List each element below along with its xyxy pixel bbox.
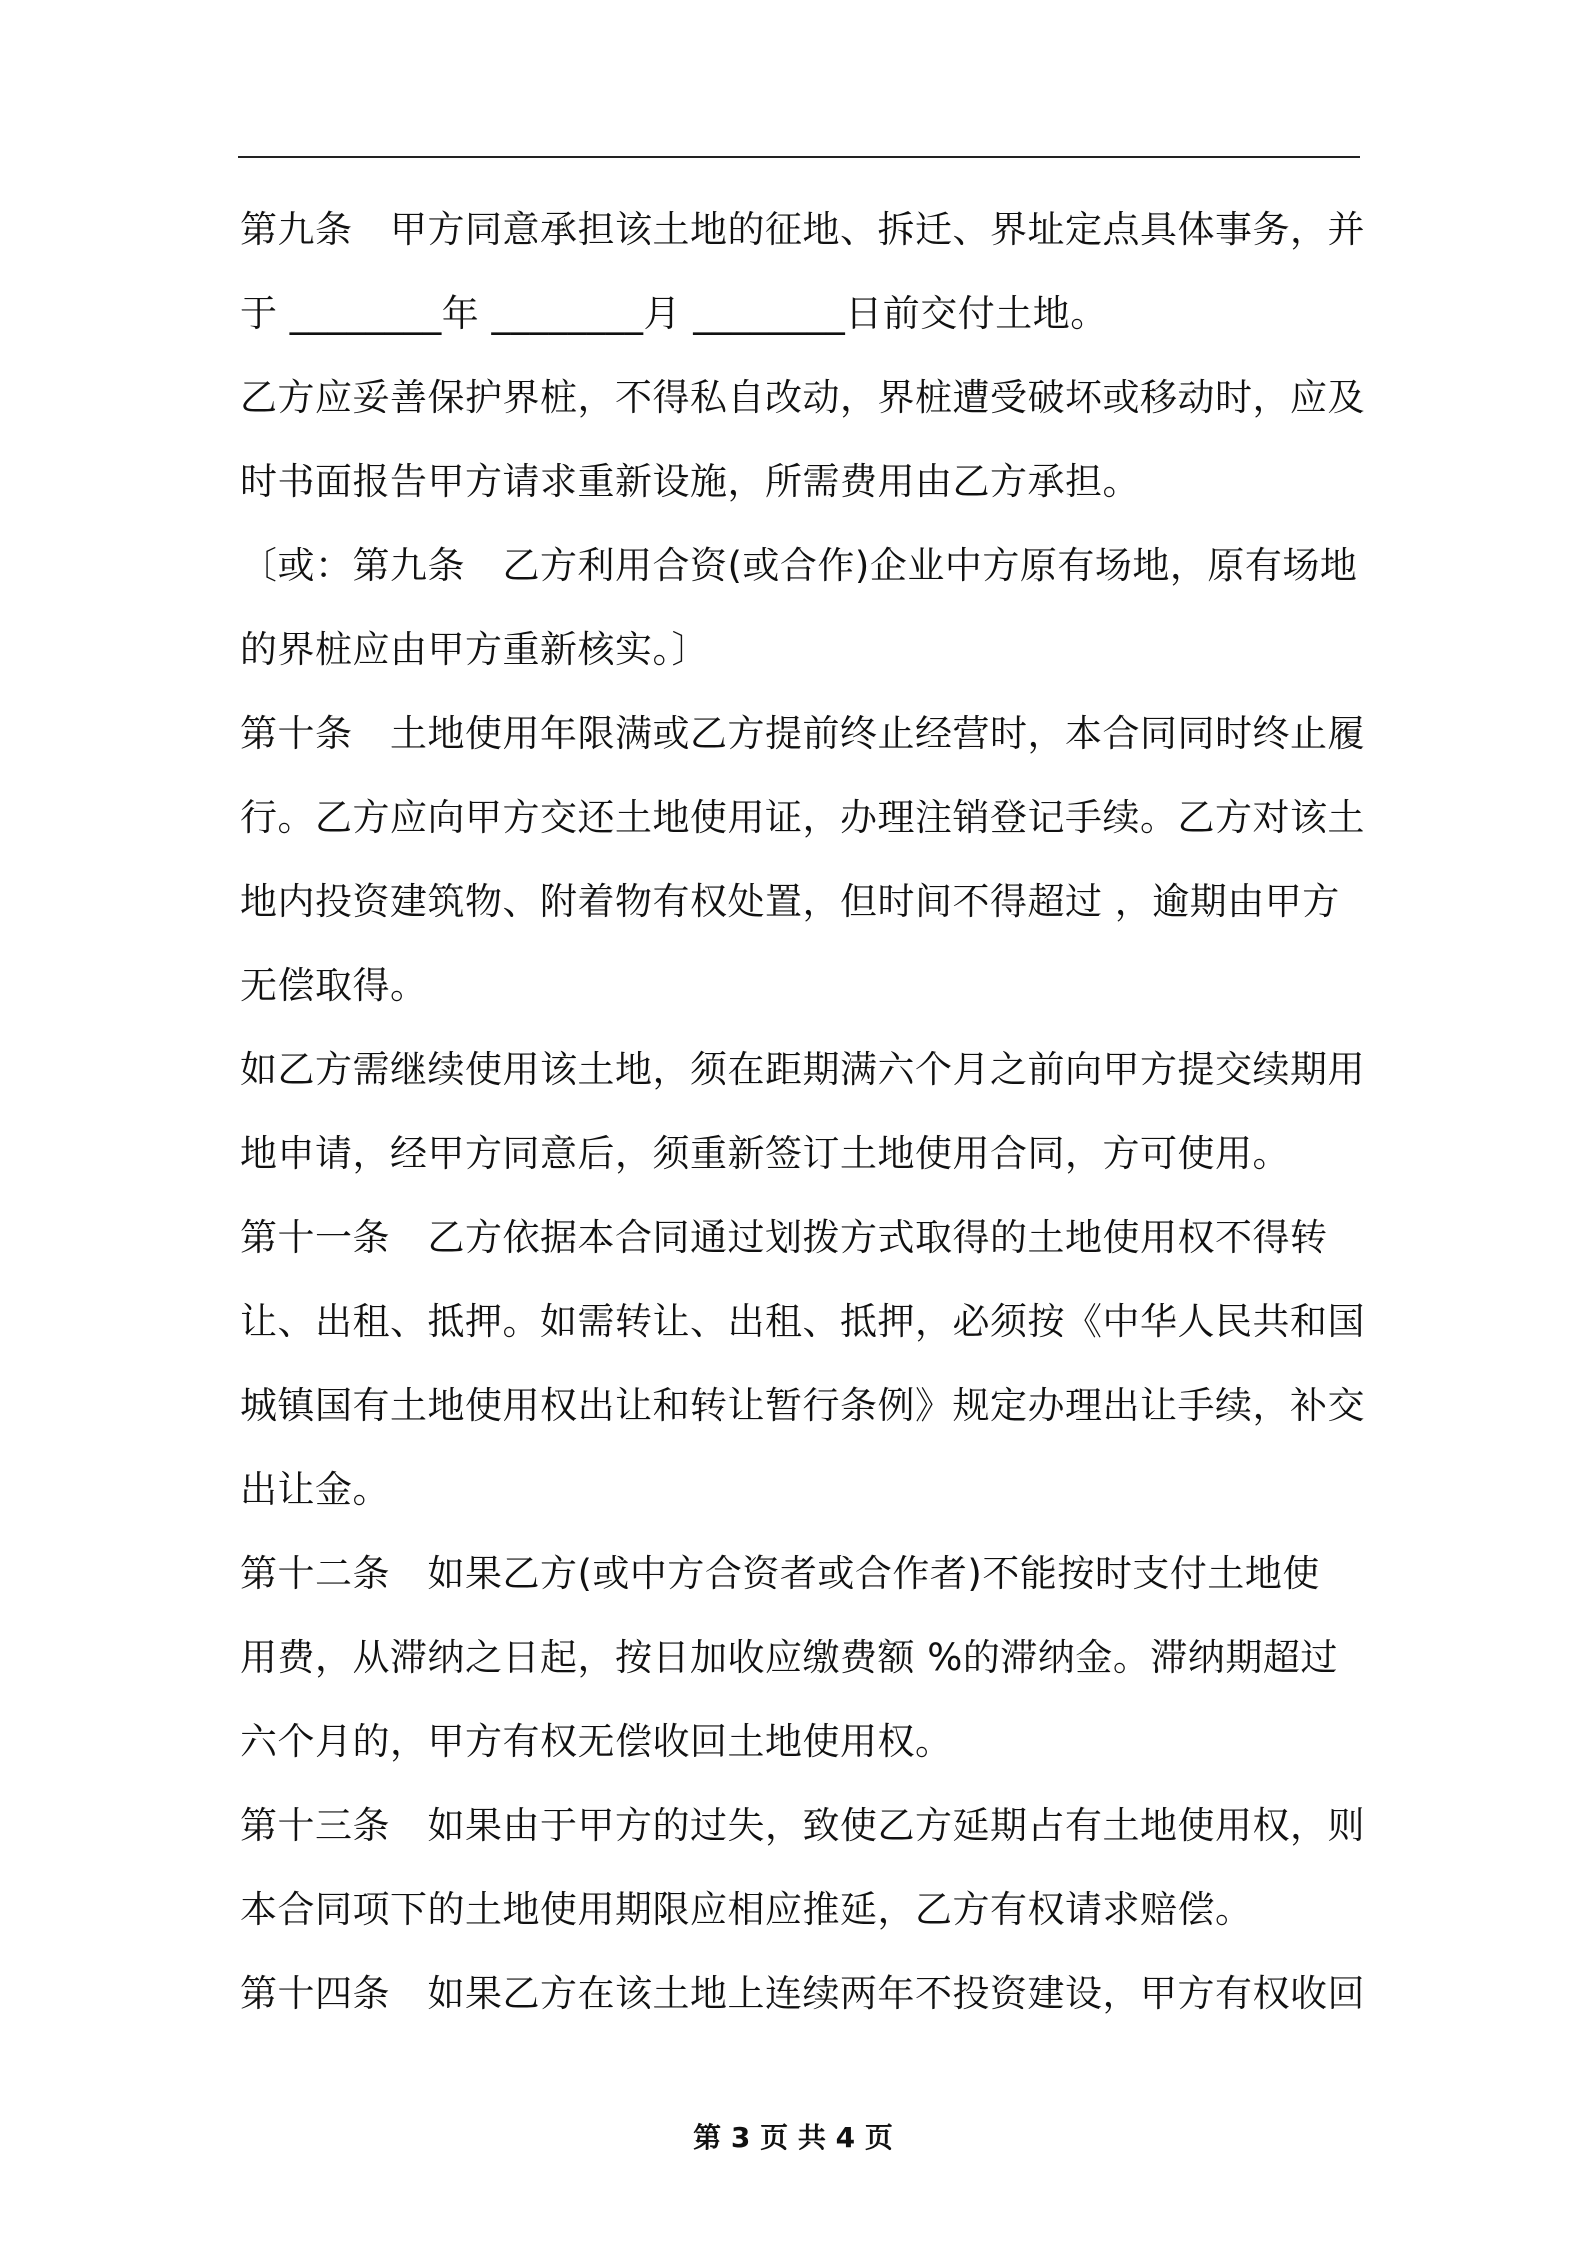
text-line: 时书面报告甲方请求重新设施，所需费用由乙方承担。 [240, 460, 1140, 503]
text-line: 让、出租、抵押。如需转让、出租、抵押，必须按《中华人民共和国 [240, 1300, 1365, 1343]
page-number: 第 3 页 共 4 页 [693, 2121, 893, 2154]
text-line: 地内投资建筑物、附着物有权处置，但时间不得超过 ，逾期由甲方 [240, 880, 1340, 923]
text-line: 出让金。 [240, 1468, 390, 1511]
text-line: 第十一条 乙方依据本合同通过划拨方式取得的土地使用权不得转 [240, 1216, 1328, 1259]
text-line: 〔或：第九条 乙方利用合资(或合作)企业中方原有场地，原有场地 [240, 544, 1358, 587]
text-line: 无偿取得。 [240, 964, 428, 1007]
text-line: 乙方应妥善保护界桩，不得私自改动，界桩遭受破坏或移动时，应及 [240, 376, 1365, 419]
text-line: 的界桩应由甲方重新核实。〕 [240, 628, 709, 671]
header-rule [238, 156, 1360, 158]
text-line: 第十四条 如果乙方在该土地上连续两年不投资建设，甲方有权收回 [240, 1972, 1365, 2015]
text-line: 城镇国有土地使用权出让和转让暂行条例》规定办理出让手续，补交 [240, 1384, 1365, 1427]
text-line: 六个月的，甲方有权无偿收回土地使用权。 [240, 1720, 953, 1763]
text-line: 第十三条 如果由于甲方的过失，致使乙方延期占有土地使用权，则 [240, 1804, 1365, 1847]
document-body [240, 202, 1365, 2050]
text-line: 于 ________年 ________月 ________日前交付土地。 [240, 292, 1108, 335]
text-line: 地申请，经甲方同意后，须重新签订土地使用合同，方可使用。 [240, 1132, 1290, 1175]
text-line: 如乙方需继续使用该土地，须在距期满六个月之前向甲方提交续期用 [240, 1048, 1365, 1091]
text-line: 本合同项下的土地使用期限应相应推延，乙方有权请求赔偿。 [240, 1888, 1253, 1931]
text-line: 用费，从滞纳之日起，按日加收应缴费额 %的滞纳金。滞纳期超过 [240, 1636, 1338, 1679]
text-line: 第十二条 如果乙方(或中方合资者或合作者)不能按时支付土地使 [240, 1552, 1320, 1595]
text-line: 第十条 土地使用年限满或乙方提前终止经营时，本合同同时终止履 [240, 712, 1365, 755]
text-line: 第九条 甲方同意承担该土地的征地、拆迁、界址定点具体事务，并 [240, 208, 1365, 251]
text-line: 行。乙方应向甲方交还土地使用证，办理注销登记手续。乙方对该土 [240, 796, 1365, 839]
